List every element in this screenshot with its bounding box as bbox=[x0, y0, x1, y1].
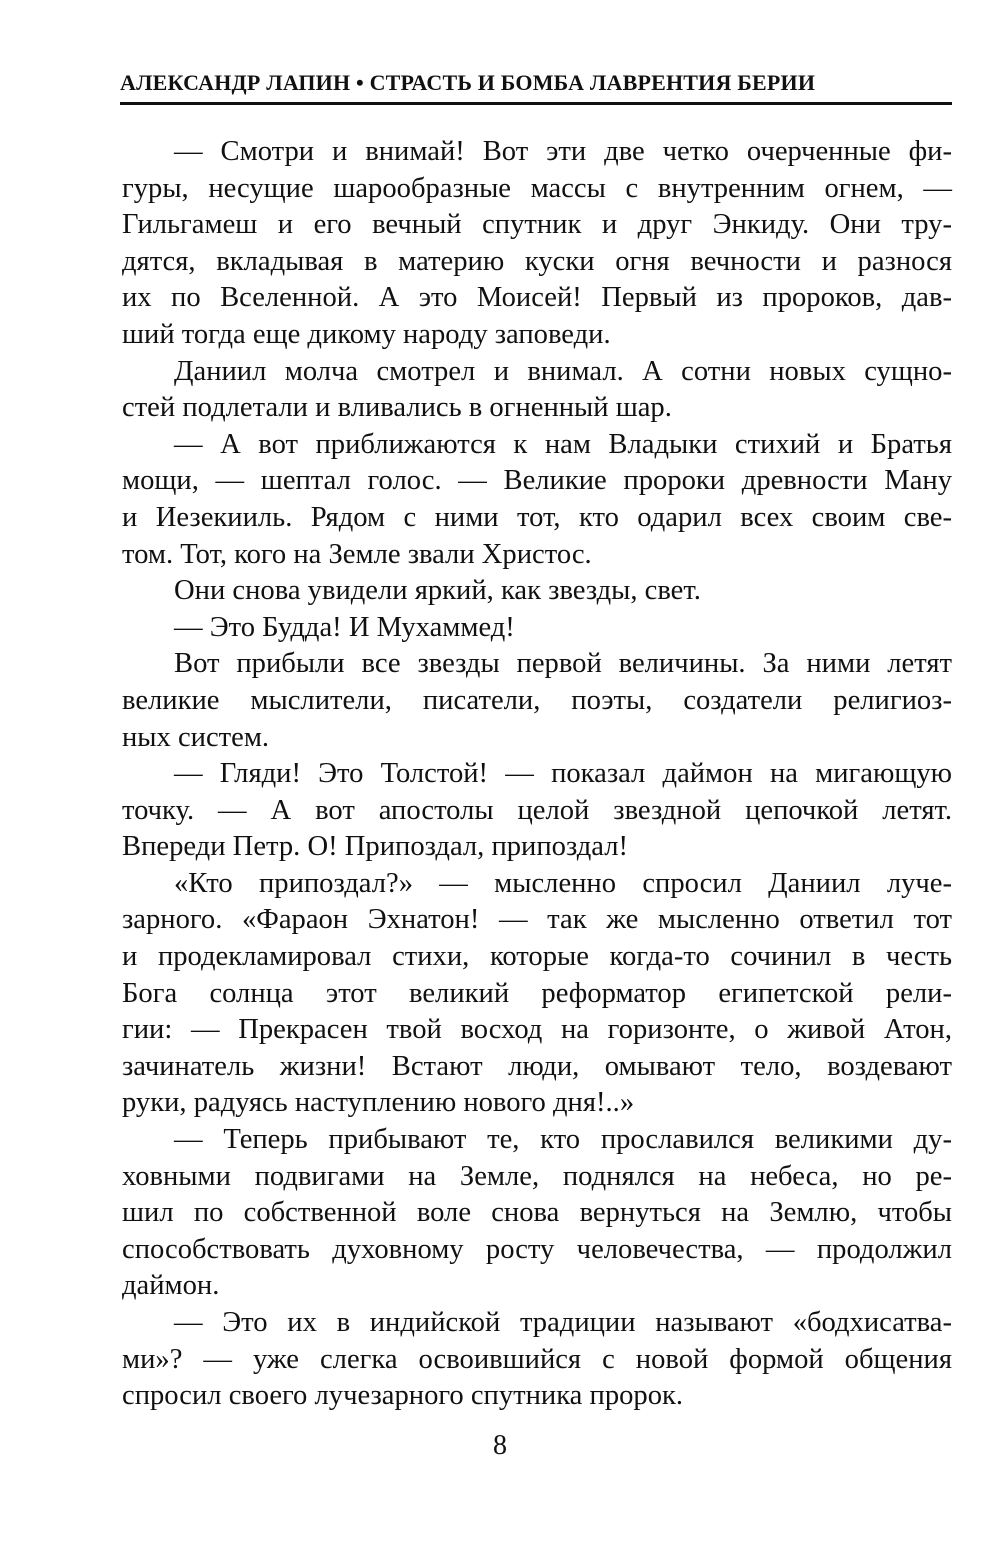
text-line: великие мыслители, писатели, поэты, создатели религиоз- bbox=[122, 684, 952, 716]
header-rule bbox=[120, 102, 952, 105]
text-line: дятся, вкладывая в материю куски огня вечности и разнося bbox=[122, 245, 952, 277]
text-line: зарного. «Фараон Эхнатон! — так же мысленно ответил тот bbox=[122, 904, 952, 936]
text-line: — Это их в индийской традиции называют «бодхисатва- bbox=[174, 1307, 952, 1338]
text-line: руки, радуясь наступлению нового дня!..» bbox=[122, 1087, 635, 1119]
text-line: «Кто припоздал?» — мысленно спросил Даниил луче- bbox=[174, 867, 952, 899]
text-line: шил по собственной воле снова вернуться на Землю, чтобы bbox=[122, 1197, 952, 1229]
text-line: — Теперь прибывают те, кто прославился великими ду- bbox=[174, 1124, 952, 1156]
body-text bbox=[122, 134, 952, 1415]
text-line: их по Вселенной. А это Моисей! Первый из пророков, дав- bbox=[122, 282, 952, 314]
text-line: и продекламировал стихи, которые когда-то сочинил в честь bbox=[122, 941, 952, 973]
text-line: — А вот приближаются к нам Владыки стихий и Братья bbox=[174, 428, 952, 460]
text-line: Даниил молча смотрел и внимал. А сотни новых сущно- bbox=[174, 355, 952, 387]
text-line: стей подлетали и вливались в огненный шар. bbox=[122, 392, 672, 424]
text-line: способствовать духовному росту человечества, — продолжил bbox=[122, 1233, 952, 1265]
text-line: ных систем. bbox=[122, 721, 270, 753]
text-line: Гильгамеш и его вечный спутник и друг Энкиду. Они тру- bbox=[122, 209, 952, 241]
text-line: ховными подвигами на Земле, поднялся на небеса, но ре- bbox=[122, 1160, 952, 1192]
text-line: даймон. bbox=[122, 1270, 220, 1302]
text-line: и Иезекииль. Рядом с ними тот, кто одарил всех своим све- bbox=[122, 501, 952, 533]
text-line: — Гляди! Это Толстой! — показал даймон на мигающую bbox=[174, 758, 952, 790]
page-number: 8 bbox=[493, 1430, 507, 1461]
text-line: ший тогда еще дикому народу заповеди. bbox=[122, 318, 611, 350]
text-line: Бога солнца этот великий реформатор египетской рели- bbox=[122, 977, 952, 1009]
text-line: гуры, несущие шарообразные массы с внутренним огнем, — bbox=[122, 172, 952, 204]
running-header: АЛЕКСАНДР ЛАПИН • СТРАСТЬ И БОМБА ЛАВРЕНТИЯ БЕРИИ bbox=[120, 70, 816, 95]
text-line: ми»? — уже слегка освоившийся с новой формой общения bbox=[122, 1343, 952, 1375]
text-line: мощи, — шептал голос. — Великие пророки древности Ману bbox=[122, 465, 952, 497]
text-line: том. Тот, кого на Земле звали Христос. bbox=[122, 538, 592, 570]
text-line: спросил своего лучезарного спутника пророк. bbox=[122, 1380, 684, 1412]
text-line: зачинатель жизни! Встают люди, омывают тело, воздевают bbox=[122, 1050, 952, 1082]
text-line: — Это Будда! И Мухаммед! bbox=[174, 611, 515, 643]
text-line: Впереди Петр. О! Припоздал, припоздал! bbox=[122, 831, 629, 863]
text-line: — Смотри и внимай! Вот эти две четко очерченные фи- bbox=[174, 136, 952, 167]
text-line: точку. — А вот апостолы целой звездной цепочкой летят. bbox=[122, 794, 952, 826]
text-line: Они снова увидели яркий, как звезды, свет. bbox=[174, 575, 701, 607]
text-line: гии: — Прекрасен твой восход на горизонте, о живой Атон, bbox=[122, 1014, 952, 1046]
text-line: Вот прибыли все звезды первой величины. За ними летят bbox=[174, 648, 952, 680]
